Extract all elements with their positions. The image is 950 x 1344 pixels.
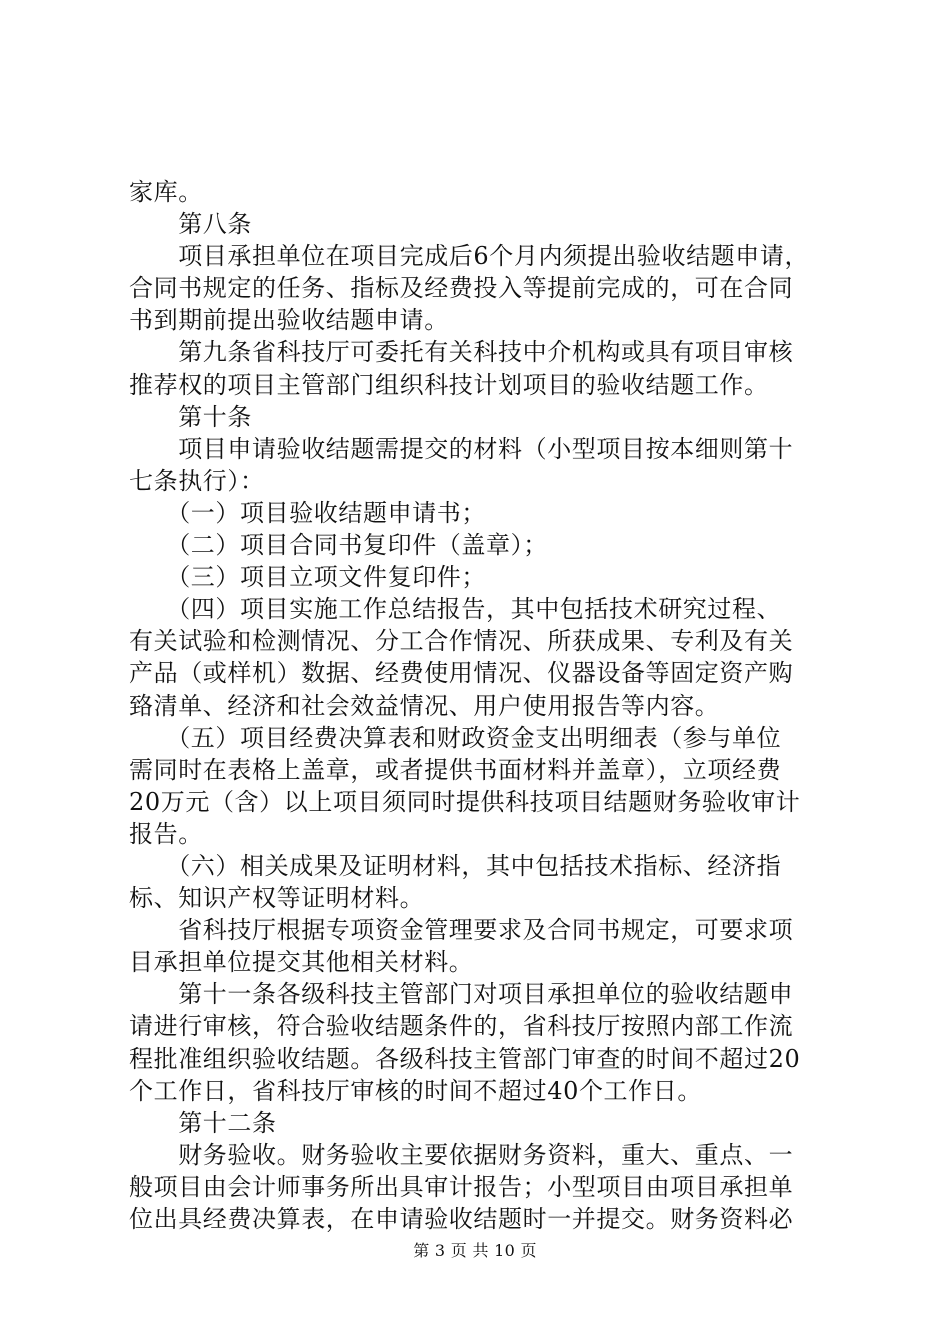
text-line: 般项目由会计师事务所出具审计报告；小型项目由项目承担单 <box>129 1172 794 1201</box>
text-line: （四）项目实施工作总结报告，其中包括技术研究过程、 <box>129 595 782 624</box>
text-line: 产品（或样机）数据、经费使用情况、仪器设备等固定资产购 <box>129 659 794 688</box>
text-line: 报告。 <box>129 819 203 848</box>
text-line: 第八条 <box>129 210 252 239</box>
text-line: 项目申请验收结题需提交的材料（小型项目按本细则第十 <box>129 434 794 463</box>
text-line: 请进行审核，符合验收结题条件的，省科技厅按照内部工作流 <box>129 1012 794 1041</box>
text-line: 合同书规定的任务、指标及经费投入等提前完成的，可在合同 <box>129 274 794 303</box>
text-line: （二）项目合同书复印件（盖章）； <box>129 531 548 560</box>
page-number-footer: 第 3 页 共 10 页 <box>413 1241 537 1260</box>
text-line: 推荐权的项目主管部门组织科技计划项目的验收结题工作。 <box>129 370 769 399</box>
text-line: 七条执行）： <box>129 466 265 495</box>
text-line: 需同时在表格上盖章，或者提供书面材料并盖章），立项经费 <box>129 755 782 784</box>
text-line: 位出具经费决算表，在申请验收结题时一并提交。财务资料必 <box>129 1205 794 1233</box>
text-line: （一）项目验收结题申请书； <box>129 498 486 527</box>
text-line: 书到期前提出验收结题申请。 <box>129 306 449 335</box>
text-line: （六）相关成果及证明材料，其中包括技术指标、经济指 <box>129 851 782 880</box>
text-line: 程批准组织验收结题。各级科技主管部门审查的时间不超过20 <box>129 1044 801 1073</box>
text-line: 省科技厅根据专项资金管理要求及合同书规定，可要求项 <box>129 916 794 945</box>
text-line: 臵清单、经济和社会效益情况、用户使用报告等内容。 <box>129 691 720 720</box>
document-body <box>129 176 839 1235</box>
text-line: 有关试验和检测情况、分工合作情况、所获成果、专利及有关 <box>129 627 794 656</box>
text-line: 第十二条 <box>129 1108 277 1137</box>
text-line: 标、知识产权等证明材料。 <box>129 884 425 913</box>
text-line: （五）项目经费决算表和财政资金支出明细表（参与单位 <box>129 723 782 752</box>
text-line: 财务验收。财务验收主要依据财务资料，重大、重点、一 <box>129 1140 794 1169</box>
text-line: 20万元（含）以上项目须同时提供科技项目结题财务验收审计 <box>129 787 801 816</box>
text-line: 第十一条各级科技主管部门对项目承担单位的验收结题申 <box>129 980 794 1009</box>
text-line: 项目承担单位在项目完成后6个月内须提出验收结题申请， <box>129 242 810 271</box>
text-line: 个工作日，省科技厅审核的时间不超过40个工作日。 <box>129 1076 702 1105</box>
text-line: 目承担单位提交其他相关材料。 <box>129 948 474 977</box>
text-line: （三）项目立项文件复印件； <box>129 563 486 592</box>
text-line: 第九条省科技厅可委托有关科技中介机构或具有项目审核 <box>129 338 794 367</box>
text-line: 第十条 <box>129 402 252 431</box>
text-line: 家库。 <box>129 178 203 206</box>
